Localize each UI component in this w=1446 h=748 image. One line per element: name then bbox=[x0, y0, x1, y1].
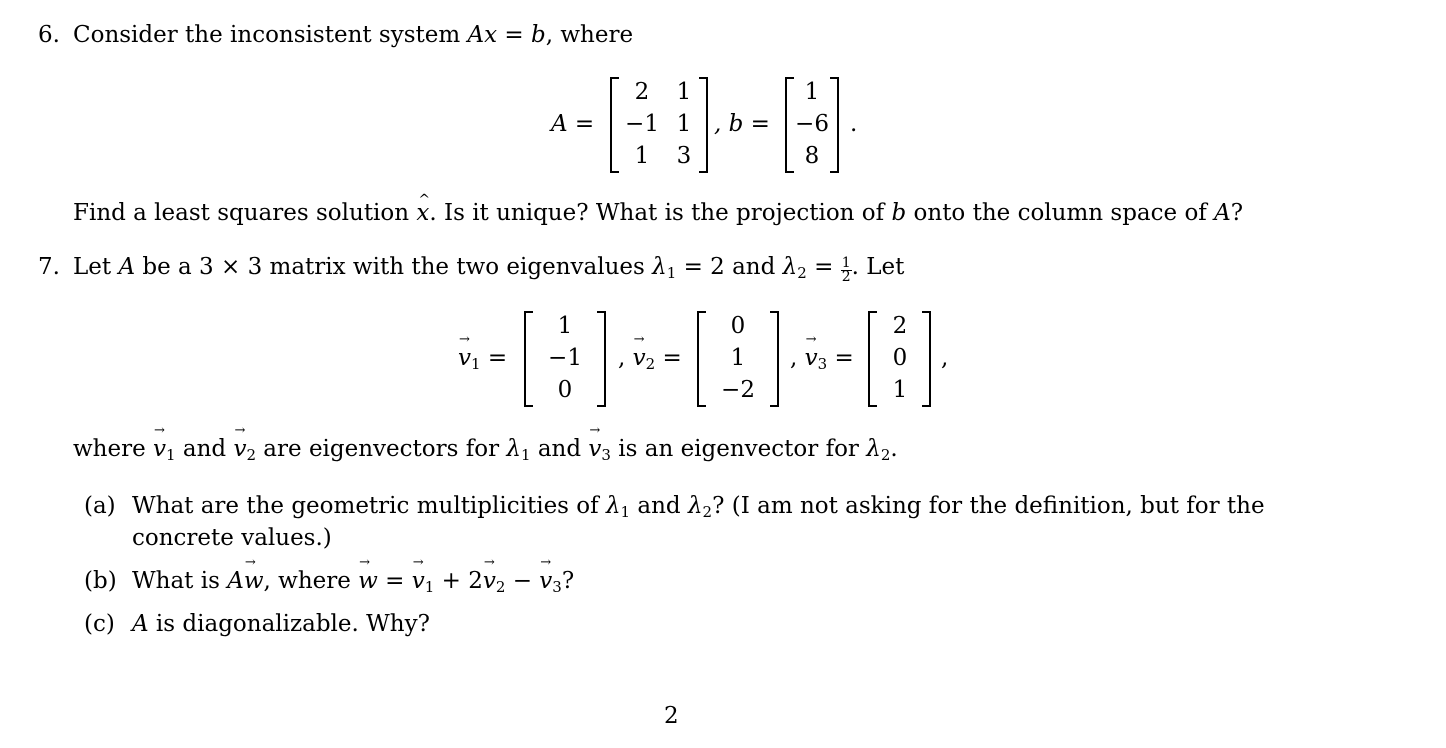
matrix-cell: 1 bbox=[676, 111, 692, 137]
bracket-right bbox=[922, 311, 931, 407]
vector-cell: 1 bbox=[892, 377, 908, 403]
matrix-cell: 2 bbox=[634, 79, 650, 105]
part-b-label: (b) bbox=[84, 568, 117, 594]
vector-v3 bbox=[868, 311, 932, 407]
bracket-left bbox=[868, 311, 877, 407]
v3-label: , → $v_3$ = bbox=[790, 345, 854, 371]
v1-label: → $v_1$ = bbox=[458, 345, 507, 371]
matrix-cell: −1 bbox=[625, 111, 659, 137]
v2-label: , → $v_2$ = bbox=[618, 345, 682, 371]
bracket-right bbox=[770, 311, 779, 407]
matrix-a-label: A = bbox=[551, 111, 595, 137]
vector-b-label: , b = bbox=[714, 111, 770, 137]
matrix-end-period: . bbox=[850, 111, 858, 137]
bracket-right bbox=[699, 77, 708, 173]
bracket-right bbox=[597, 311, 606, 407]
vector-v1 bbox=[524, 311, 608, 407]
problem-6-intro: Consider the inconsistent system Ax = b, where bbox=[73, 22, 634, 48]
part-b-text: What is A→ w, where → w = → $v_1 + 2\to v_2$ − → $v_3$? bbox=[132, 568, 574, 594]
vector-cell: −2 bbox=[721, 377, 755, 403]
matrix-a bbox=[610, 77, 710, 173]
problem-6-number: 6. bbox=[38, 22, 60, 48]
vector-b bbox=[785, 77, 841, 173]
bracket-left bbox=[610, 77, 619, 173]
vectors-end-comma: , bbox=[941, 345, 949, 371]
matrix-cell: 1 bbox=[676, 79, 692, 105]
part-c-text: A is diagonalizable. Why? bbox=[132, 611, 430, 637]
problem-7-where: where → $v_1$ and → $v_2$ are eigenvectors for $\lambda_1$ and → $v_3$ is an eigenvector for $\lambda_2$. bbox=[73, 436, 898, 462]
matrix-cell: 3 bbox=[676, 143, 692, 169]
problem-6-question: Find a least squares solution ^ x. Is it unique? What is the projection of b onto the column space of A? bbox=[73, 200, 1243, 226]
problem-7-number: 7. bbox=[38, 254, 60, 280]
bracket-left bbox=[524, 311, 533, 407]
bracket-right bbox=[830, 77, 839, 173]
part-a-text: What are the geometric multiplicities of $\lambda_1$ and $\lambda_2$? (I am not asking for the definition, but for the bbox=[132, 493, 1265, 521]
vector-cell: −6 bbox=[795, 111, 829, 137]
one-half-fraction: $\frac{1}{2}$ bbox=[841, 255, 851, 285]
part-a-text-continued: concrete values.) bbox=[132, 525, 332, 551]
vector-cell: 1 bbox=[730, 345, 746, 371]
vector-cell: 1 bbox=[557, 313, 573, 339]
vector-cell: −1 bbox=[548, 345, 582, 371]
page-number: 2 bbox=[664, 703, 679, 729]
bracket-left bbox=[697, 311, 706, 407]
problem-7-intro: Let A be a 3 × 3 matrix with the two eigenvalues $\lambda_1 = 2$ and $\lambda_2$ = $\frac{1}{2}$ . Let bbox=[73, 254, 905, 285]
vector-cell: 8 bbox=[804, 143, 820, 169]
vector-cell: 0 bbox=[892, 345, 908, 371]
part-a-label: (a) bbox=[84, 493, 116, 519]
vector-cell: 2 bbox=[892, 313, 908, 339]
vector-cell: 1 bbox=[804, 79, 820, 105]
matrix-cell: 1 bbox=[634, 143, 650, 169]
part-c-label: (c) bbox=[84, 611, 115, 637]
x-hat: ^ x bbox=[416, 200, 429, 226]
vector-cell: 0 bbox=[730, 313, 746, 339]
vector-v2 bbox=[697, 311, 781, 407]
vector-cell: 0 bbox=[557, 377, 573, 403]
